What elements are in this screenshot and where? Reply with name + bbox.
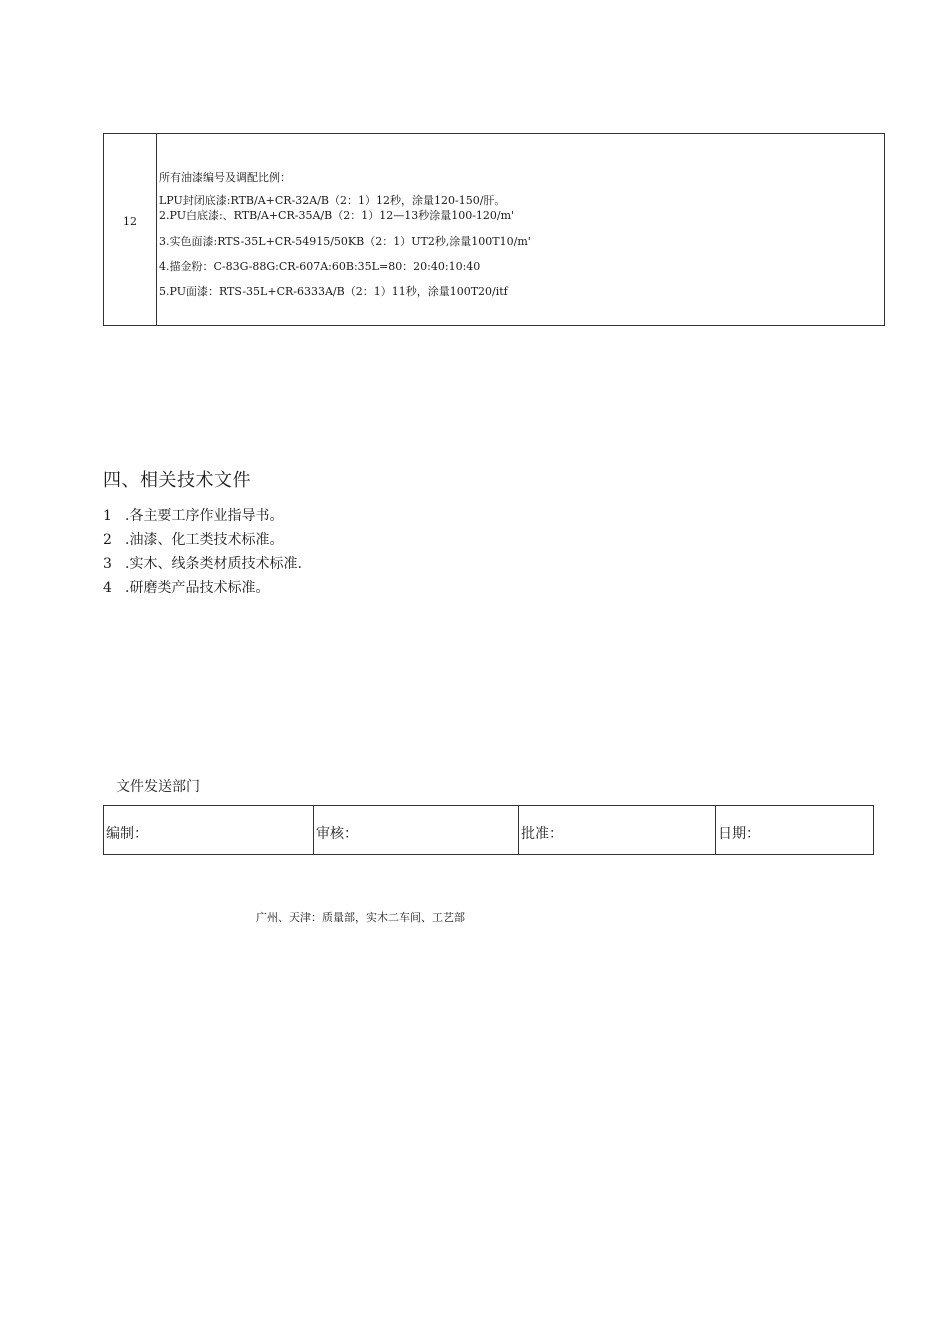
paint-spec-table (103, 133, 885, 326)
list-item (103, 505, 283, 525)
distribution-departments: 广州、天津：质量部，实木二车间、工艺部 (256, 911, 465, 924)
list-item-text: .实木、线条类材质技术标准. (125, 556, 302, 572)
spec-intro: 所有油漆编号及调配比例： (159, 171, 291, 184)
row-number: 12 (123, 215, 137, 228)
list-item (103, 529, 283, 549)
distribution-label: 文件发送部门 (116, 779, 200, 795)
spec-line-5: 5.PU面漆：RTS-35L+CR-6333A/B（2：1）11秒，涂量100T20/itf (159, 285, 508, 298)
list-item (103, 553, 302, 573)
date-label: 日期： (718, 826, 760, 842)
prepared-cell (104, 806, 314, 854)
list-item-number: 1 (103, 508, 112, 524)
signature-table (103, 805, 874, 855)
spec-line-4: 4.描金粉：C-83G-88G:CR-607A:60B:35L=80：20:40:10:40 (159, 260, 481, 273)
row-number-cell (104, 134, 157, 325)
date-cell (716, 806, 873, 854)
reviewed-cell (314, 806, 519, 854)
list-item-text: .研磨类产品技术标准。 (125, 580, 270, 596)
approved-cell (519, 806, 716, 854)
spec-line-1: LPU封闭底漆:RTB/A+CR-32A/B（2：1）12秒，涂量120-150/肝。 (159, 194, 506, 207)
section-title: 四、相关技术文件 (103, 470, 251, 491)
approved-label: 批准： (521, 826, 563, 842)
list-item-text: .油漆、化工类技术标准。 (125, 532, 284, 548)
list-item-number: 3 (103, 556, 112, 572)
spec-line-3: 3.实色面漆:RTS-35L+CR-54915/50KB（2：1）UT2秒,涂量100T10/m' (159, 235, 531, 248)
list-item-number: 4 (103, 580, 112, 596)
list-item (103, 577, 269, 597)
list-item-text: .各主要工序作业指导书。 (125, 508, 284, 524)
list-item-number: 2 (103, 532, 112, 548)
reviewed-label: 审核： (316, 826, 358, 842)
prepared-label: 编制： (106, 826, 148, 842)
spec-line-2: 2.PU白底漆:、RTB/A+CR-35A/B（2：1）12—13秒涂量100-120/m' (159, 209, 515, 222)
